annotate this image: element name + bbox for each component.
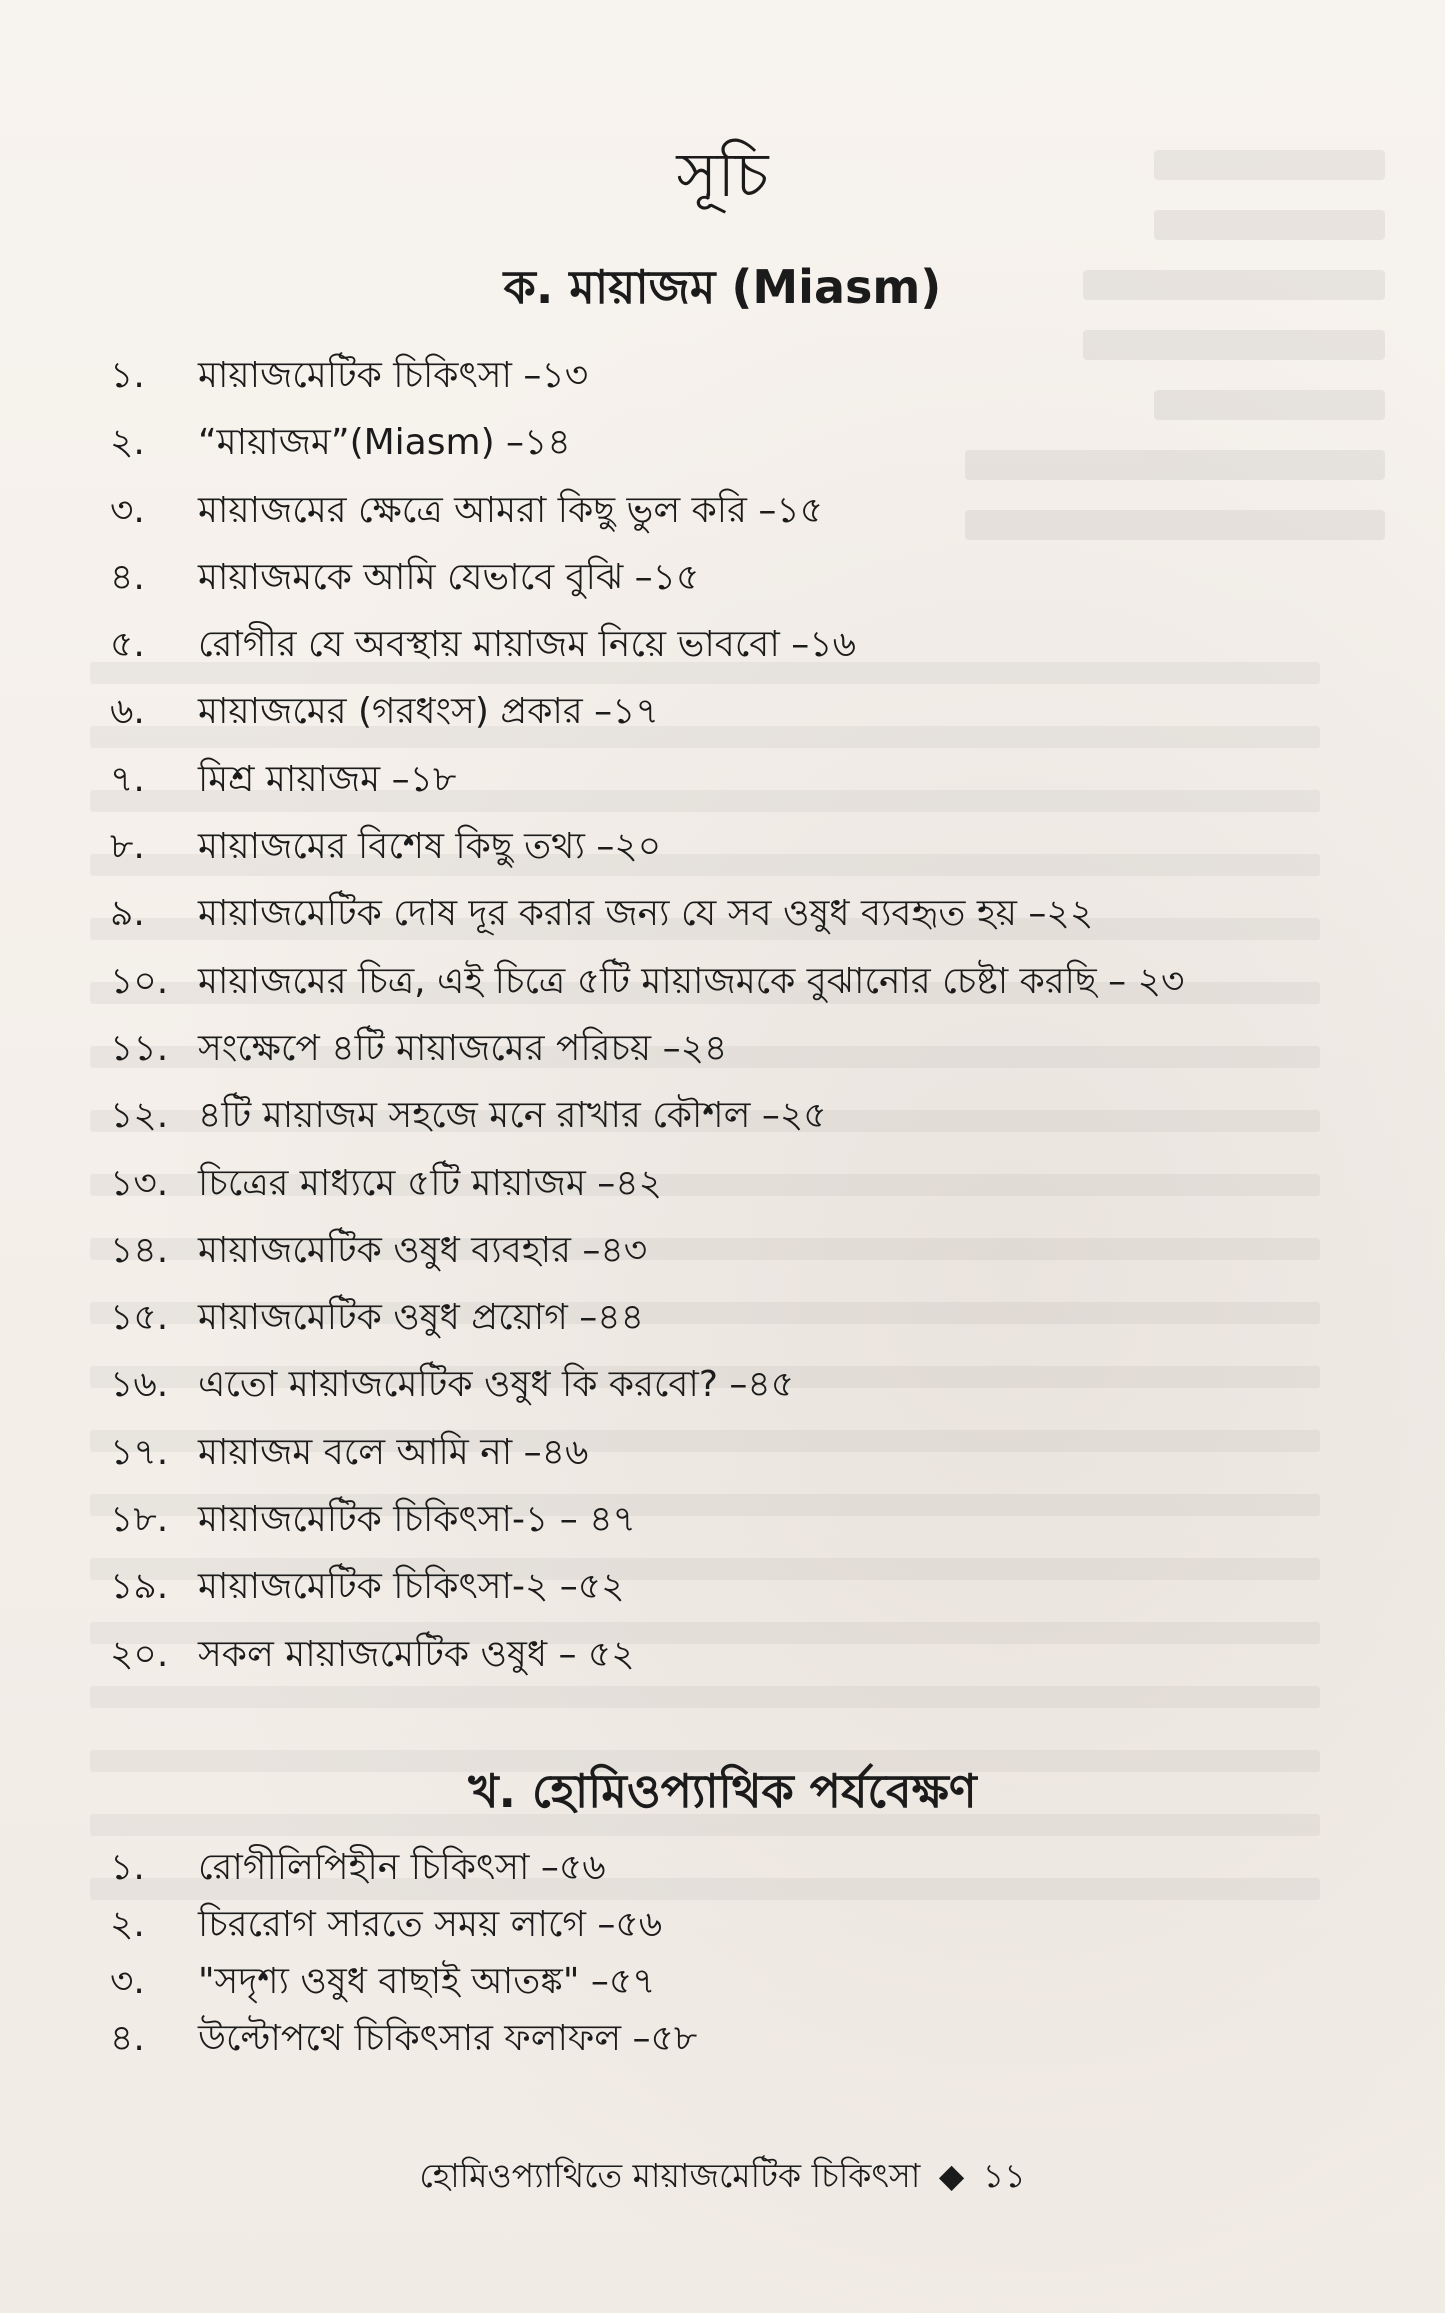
toc-entry [110,1284,1385,1351]
toc-entry-number: ৩. [110,489,145,531]
toc-entry-number: ১২. [110,1095,169,1137]
toc-entry-number: ৮. [110,826,145,868]
toc-entry-number: ১৫. [110,1297,169,1339]
toc-entry-title: মায়াজমকে আমি যেভাবে বুঝি –১৫ [198,556,700,598]
toc-entry [110,1082,1385,1149]
toc-entry-number: ১৪. [110,1229,169,1271]
page-title: সূচি [676,138,769,211]
toc-entry-title: “মায়াজম”(Miasm) –১৪ [198,422,571,464]
toc-entry-number: ৪. [110,2018,145,2059]
toc-entry [110,1419,1385,1486]
toc-entry [110,813,1385,880]
toc-entry [110,409,1385,476]
page-footer [0,2150,1445,2206]
toc-entry-number: ১৮. [110,1499,169,1541]
toc-entry-number: ৭. [110,758,145,800]
toc-entry-title: মায়াজমেটিক চিকিৎসা-২ –৫২ [198,1566,625,1608]
diamond-icon: ◆ [938,2156,965,2195]
toc-list-observation [110,1839,1385,2067]
toc-entry-title: মায়াজমেটিক ওষুধ ব্যবহার –৪৩ [198,1229,648,1271]
footer-book-title: হোমিওপ্যাথিতে মায়াজমেটিক চিকিৎসা [419,2156,921,2195]
toc-entry-title: মায়াজমেটিক চিকিৎসা –১৩ [198,355,589,396]
toc-entry-title: ৪টি মায়াজম সহজে মনে রাখার কৌশল –২৫ [198,1095,827,1137]
toc-entry-title: মায়াজম বলে আমি না –৪৬ [198,1431,589,1473]
toc-entry-number: ২০. [110,1633,169,1675]
toc-entry [110,2010,1385,2067]
toc-entry [110,342,1385,409]
toc-entry-title: মায়াজমেটিক চিকিৎসা-১ – ৪৭ [198,1499,636,1541]
toc-entry-title: মিশ্র মায়াজম –১৮ [198,758,457,800]
toc-entry-title: সকল মায়াজমেটিক ওষুধ – ৫২ [198,1633,635,1675]
toc-entry-number: ৪. [110,556,145,598]
toc-entry [110,611,1385,678]
toc-entry-number: ১১. [110,1027,169,1069]
toc-entry-title: রোগীর যে অবস্থায় মায়াজম নিয়ে ভাববো –১৬ [198,624,856,666]
toc-entry [110,1896,1385,1953]
toc-entry-number: ১. [110,355,145,396]
toc-entry-title: মায়াজমেটিক দোষ দূর করার জন্য যে সব ওষুধ ব্যবহৃত হয় –২২ [198,893,1094,935]
toc-entry-number: ৯. [110,893,145,935]
toc-list-miasm [110,342,1385,1688]
toc-entry-title: মায়াজমের ক্ষেত্রে আমরা কিছু ভুল করি –১৫ [198,489,824,531]
toc-entry-title: রোগীলিপিহীন চিকিৎসা –৫৬ [198,1847,606,1888]
toc-entry-title: মায়াজমের বিশেষ কিছু তথ্য –২০ [198,826,662,868]
toc-entry-title: মায়াজমের (গরধংস) প্রকার –১৭ [198,691,659,733]
toc-entry [110,1015,1385,1082]
toc-entry-title: এতো মায়াজমেটিক ওষুধ কি করবো? –৪৫ [198,1364,795,1406]
toc-entry [110,948,1385,1015]
toc-entry-title: চিত্রের মাধ্যমে ৫টি মায়াজম –৪২ [198,1162,663,1204]
toc-entry-number: ১৯. [110,1566,169,1608]
toc-entry [110,678,1385,745]
toc-entry [110,1486,1385,1553]
toc-entry [110,1150,1385,1217]
toc-entry [110,1553,1385,1620]
toc-entry [110,1217,1385,1284]
toc-entry [110,746,1385,813]
section-heading-observation: খ. হোমিওপ্যাথিক পর্যবেক্ষণ [468,1764,977,1818]
toc-entry-number: ১৬. [110,1364,169,1406]
toc-entry [110,1621,1385,1688]
toc-entry [110,1351,1385,1418]
toc-entry-number: ১০. [110,960,169,1002]
toc-entry-number: ৬. [110,691,145,733]
toc-entry [110,544,1385,611]
toc-entry-title: "সদৃশ্য ওষুধ বাছাই আতঙ্ক" –৫৭ [198,1961,656,2002]
page-number: ১১ [982,2156,1026,2195]
toc-entry [110,1953,1385,2010]
toc-entry-number: ২. [110,422,145,464]
toc-entry [110,477,1385,544]
toc-entry-number: ২. [110,1904,145,1945]
toc-entry-title: মায়াজমের চিত্র, এই চিত্রে ৫টি মায়াজমকে বুঝানোর চেষ্টা করছি – ২৩ [198,960,1185,1002]
toc-entry-title: উল্টোপথে চিকিৎসার ফলাফল –৫৮ [198,2018,698,2059]
toc-entry-number: ১৭. [110,1431,169,1473]
toc-entry [110,880,1385,947]
toc-entry [110,1839,1385,1896]
toc-entry-number: ১৩. [110,1162,169,1204]
section-heading-miasm: ক. মায়াজম (Miasm) [503,260,942,314]
toc-entry-title: সংক্ষেপে ৪টি মায়াজমের পরিচয় –২৪ [198,1027,728,1069]
toc-entry-number: ৫. [110,624,145,666]
toc-entry-title: মায়াজমেটিক ওষুধ প্রয়োগ –৪৪ [198,1297,644,1339]
toc-entry-number: ৩. [110,1961,145,2002]
toc-entry-title: চিররোগ সারতে সময় লাগে –৫৬ [198,1904,663,1945]
toc-entry-number: ১. [110,1847,145,1888]
